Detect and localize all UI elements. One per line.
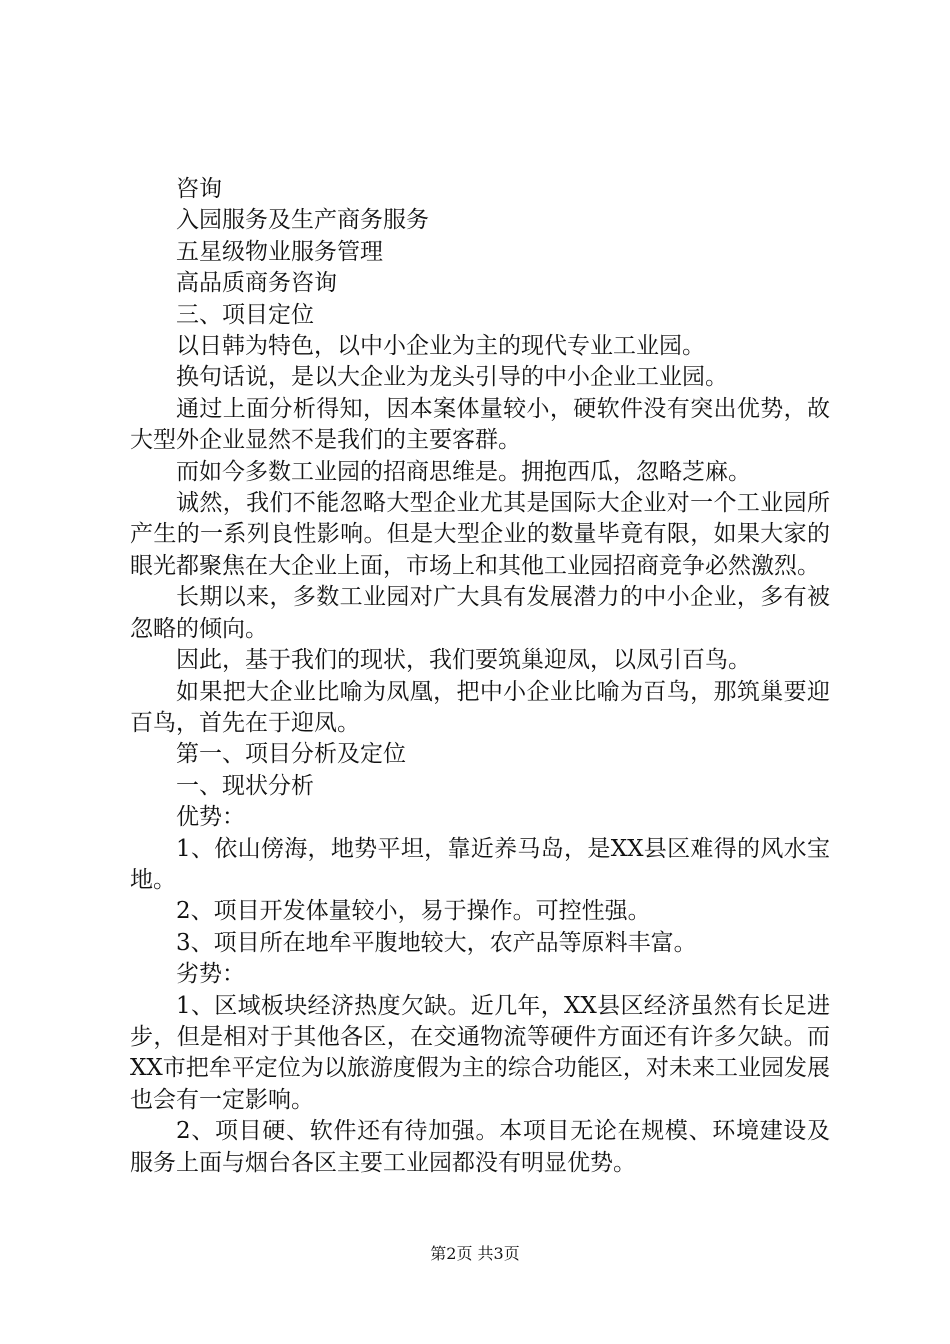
- paragraph: 2、项目开发体量较小，易于操作。可控性强。: [176, 898, 651, 925]
- paragraph: 通过上面分析得知，因本案体量较小，硬软件没有突出优势，故大型外企业显然不是我们的主要客群。: [130, 395, 830, 454]
- page-number: 第2页 共3页: [430, 1244, 520, 1263]
- paragraph: 如果把大企业比喻为凤凰，把中小企业比喻为百鸟，那筑巢要迎百鸟，首先在于迎凤。: [130, 678, 830, 736]
- section-heading: 三、项目定位: [176, 301, 314, 328]
- paragraph: 入园服务及生产商务服务: [176, 207, 429, 234]
- paragraph: 换句话说，是以大企业为龙头引导的中小企业工业园。: [176, 364, 728, 391]
- paragraph: 2、项目硬、软件还有待加强。本项目无论在规模、环境建设及服务上面与烟台各区主要工业园都没有明显优势。: [130, 1118, 830, 1176]
- subheading: 劣势：: [176, 961, 245, 988]
- paragraph: 咨询: [176, 176, 222, 202]
- paragraph: 1、依山傍海，地势平坦，靠近养马岛，是XX县区难得的风水宝地。: [130, 835, 830, 893]
- document-body: [130, 174, 830, 1179]
- subheading: 优势：: [176, 804, 245, 831]
- section-heading: 一、现状分析: [176, 772, 314, 799]
- section-heading: 第一、项目分析及定位: [176, 741, 406, 768]
- paragraph: 五星级物业服务管理: [176, 238, 383, 265]
- paragraph: 高品质商务咨询: [176, 270, 337, 297]
- paragraph: 长期以来，多数工业园对广大具有发展潜力的中小企业，多有被忽略的倾向。: [130, 584, 830, 642]
- paragraph: 因此，基于我们的现状，我们要筑巢迎凤，以凤引百鸟。: [176, 647, 751, 674]
- paragraph: 而如今多数工业园的招商思维是。拥抱西瓜，忽略芝麻。: [176, 458, 751, 485]
- paragraph: 3、项目所在地牟平腹地较大，农产品等原料丰富。: [176, 929, 697, 956]
- paragraph: 以日韩为特色，以中小企业为主的现代专业工业园。: [176, 333, 705, 360]
- page-footer: [0, 1244, 950, 1264]
- paragraph: 1、区域板块经济热度欠缺。近几年，XX县区经济虽然有长足进步，但是相对于其他各区，在交通物流等硬件方面还有许多欠缺。而XX市把牟平定位为以旅游度假为主的综合功能区，对未来工业园发展也会有一定影响。: [130, 992, 830, 1113]
- paragraph: 诚然，我们不能忽略大型企业尤其是国际大企业对一个工业园所产生的一系列良性影响。但是大型企业的数量毕竟有限，如果大家的眼光都聚焦在大企业上面，市场上和其他工业园招商竞争必然激烈。: [130, 490, 830, 579]
